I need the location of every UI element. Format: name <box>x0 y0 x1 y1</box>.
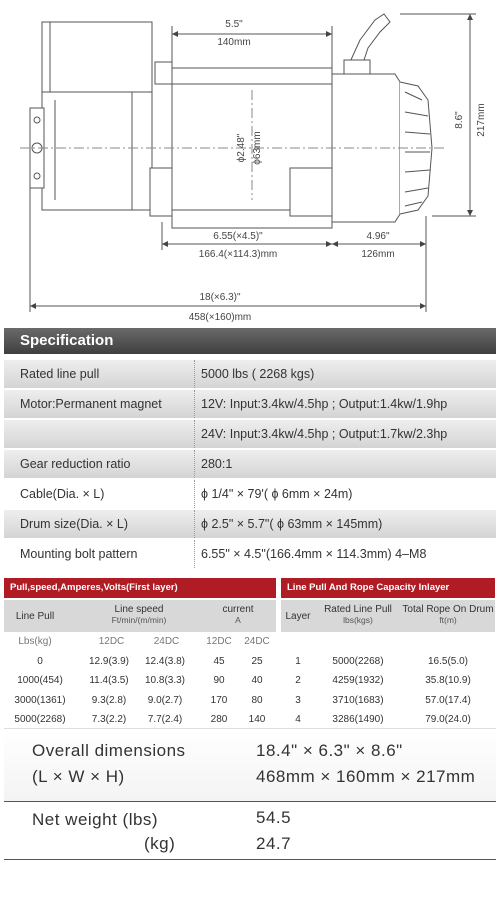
table-cell: 3000(1361) <box>14 694 66 706</box>
overall-value-mm: 468mm × 160mm × 217mm <box>256 767 476 786</box>
spec-label: Drum size(Dia. × L) <box>20 517 129 531</box>
spec-label: Gear reduction ratio <box>20 457 131 471</box>
table-cell: 280 <box>210 714 228 725</box>
table-row <box>4 710 276 730</box>
dim-right-mm: 126mm <box>361 249 395 260</box>
header-rated-unit: lbs(kgs) <box>343 615 373 625</box>
spec-value: 5000 lbs ( 2268 kgs) <box>194 360 496 388</box>
table-row <box>4 671 276 691</box>
dim-bolt-in: 6.55(×4.5)" <box>213 231 263 242</box>
spec-value: 6.55" × 4.5"(166.4mm × 114.3mm) 4–M8 <box>194 540 496 568</box>
spec-value: ϕ 1/4" × 79'( ϕ 6mm × 24m) <box>194 480 496 508</box>
table-cell: 45 <box>213 655 225 667</box>
table-cell: 25 <box>251 655 263 667</box>
table-cell: 1000(454) <box>17 675 63 686</box>
dim-height-in: 8.6" <box>454 111 465 129</box>
table-cell: 16.5(5.0) <box>427 655 469 667</box>
table-row <box>281 691 495 711</box>
table-cell: 4 <box>295 714 301 725</box>
spec-label <box>4 420 190 448</box>
table-cell: 9.3(2.8) <box>91 694 127 706</box>
table-cell: 7.7(2.4) <box>147 714 183 725</box>
overall-label: Overall dimensions <box>32 741 186 760</box>
header-rope-label: Total Rope On Drum <box>402 604 494 615</box>
table-cell: 24DC <box>153 636 180 647</box>
table-row <box>4 652 276 672</box>
table-cell: 5000(2268) <box>332 655 384 667</box>
header-current-unit: A <box>235 615 241 625</box>
spec-label: Rated line pull <box>20 367 100 381</box>
table-cell: 12.9(3.9) <box>88 655 130 667</box>
header-line-pull: Line Pull <box>15 611 55 622</box>
header-rated-label: Rated Line Pull <box>324 604 392 615</box>
dim-total-in: 18(×6.3)" <box>199 292 241 303</box>
table-cell: 12DC <box>206 636 232 647</box>
table-cell: 3710(1683) <box>332 694 384 706</box>
spec-row-rated-line-pull <box>4 360 496 388</box>
table-cell: 9.0(2.7) <box>147 694 183 706</box>
table-cell: 7.3(2.2) <box>91 714 127 725</box>
spec-label: Cable(Dia. × L) <box>20 487 105 501</box>
table-cell: 11.4(3.5) <box>89 675 129 686</box>
table2-header <box>281 600 495 632</box>
weight-label-lbs: Net weight (lbs) <box>32 810 159 829</box>
table-cell: 79.0(24.0) <box>425 714 471 725</box>
dim-total-mm: 458(×160)mm <box>188 312 252 323</box>
table-row <box>281 632 495 652</box>
header-current-label: current <box>222 604 254 615</box>
table-cell: 12.4(3.8) <box>144 655 186 667</box>
dim-height-mm: 217mm <box>476 103 487 137</box>
spec-label: Motor:Permanent magnet <box>20 397 162 411</box>
table-cell: 2 <box>295 675 301 686</box>
overall-value-in: 18.4" × 6.3" × 8.6" <box>256 741 403 760</box>
overall-dimensions-block <box>4 728 496 802</box>
table-cell: 57.0(17.4) <box>425 694 471 706</box>
dim-top-width-in: 5.5" <box>225 19 243 30</box>
header-line-speed <box>84 604 194 626</box>
table1-title: Pull,speed,Amperes,Volts(First layer) <box>4 578 276 598</box>
table-cell: 90 <box>213 675 225 686</box>
rope-capacity-table <box>281 600 495 730</box>
table1-header <box>4 600 276 632</box>
table-cell: 4259(1932) <box>332 675 384 686</box>
table-cell: 10.8(3.3) <box>144 675 186 686</box>
spec-value: 280:1 <box>194 450 496 478</box>
table-cell: 3 <box>295 694 301 706</box>
spec-value: ϕ 2.5" × 5.7"( ϕ 63mm × 145mm) <box>194 510 496 538</box>
table-row <box>4 632 276 652</box>
dim-bolt-mm: 166.4(×114.3)mm <box>198 249 278 260</box>
table-cell: Lbs(kg) <box>18 636 52 647</box>
weight-value-lbs: 54.5 <box>256 808 292 827</box>
spec-row-cable <box>4 480 496 508</box>
header-rope <box>401 604 495 626</box>
spec-row-gear-ratio <box>4 450 496 478</box>
table-cell: 35.8(10.9) <box>425 675 471 686</box>
table-cell: 12DC <box>98 636 125 647</box>
spec-row-mounting-bolt <box>4 540 496 568</box>
header-rope-unit: ft(m) <box>439 615 457 625</box>
net-weight-block <box>4 804 496 860</box>
table-cell: 3286(1490) <box>332 714 384 725</box>
header-rated <box>315 604 401 626</box>
table-row <box>281 710 495 730</box>
table-row <box>281 652 495 672</box>
spec-value: 12V: Input:3.4kw/4.5hp ; Output:1.4kw/1.9hp <box>194 390 496 418</box>
table-cell: 24DC <box>244 636 270 647</box>
spec-label: Mounting bolt pattern <box>20 547 138 561</box>
table-row <box>4 691 276 711</box>
spec-row-motor-24v <box>4 420 496 448</box>
spec-value: 24V: Input:3.4kw/4.5hp ; Output:1.7kw/2.3hp <box>194 420 496 448</box>
table-cell: 140 <box>248 714 266 725</box>
table-cell: 1 <box>295 655 301 667</box>
pull-speed-table <box>4 600 276 730</box>
winch-dimension-drawing <box>0 0 500 328</box>
table-cell: 40 <box>251 675 263 686</box>
table-row <box>281 671 495 691</box>
table-cell: 5000(2268) <box>14 714 66 725</box>
specification-header: Specification <box>4 328 496 354</box>
header-line-speed-label: Line speed <box>114 604 164 615</box>
dim-top-width-mm: 140mm <box>217 37 251 48</box>
spec-row-motor-12v <box>4 390 496 418</box>
header-layer: Layer <box>285 611 311 622</box>
header-current <box>200 604 276 626</box>
dim-drum-dia-in: ϕ2.48" <box>236 133 247 163</box>
spec-row-drum-size <box>4 510 496 538</box>
table-cell: 170 <box>210 694 228 706</box>
table2-title: Line Pull And Rope Capacity Inlayer <box>281 578 495 598</box>
overall-label-lwh: (L × W × H) <box>32 767 125 786</box>
header-line-speed-unit: Ft/min/(m/min) <box>111 615 167 625</box>
weight-value-kg: 24.7 <box>256 834 292 853</box>
dim-drum-dia-mm: ϕ63mm <box>252 131 263 165</box>
weight-label-kg: (kg) <box>144 834 176 853</box>
table-cell: 0 <box>37 655 43 667</box>
dim-right-in: 4.96" <box>366 231 390 242</box>
table-cell: 80 <box>251 694 263 706</box>
